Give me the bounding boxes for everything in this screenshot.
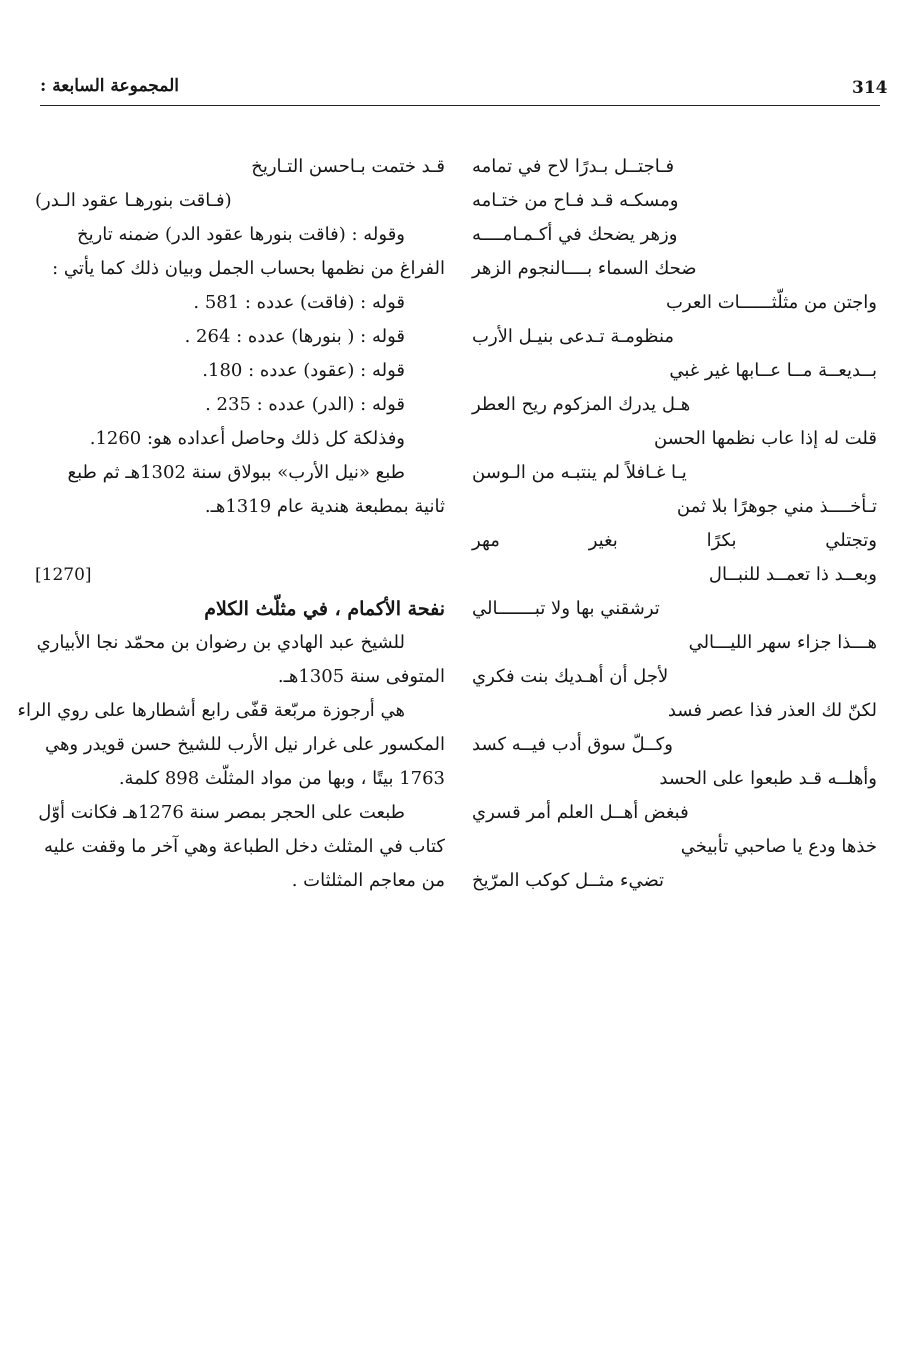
verse-line-spread [472,524,877,558]
verse-line: هـل يدرك المزكوم ريح العطر [472,394,691,415]
chronogram-line: قـد ختمت بـاحسن التـاريخ [251,156,445,177]
verse-line: بــديعــة مــا عــابها غير غبي [669,360,877,381]
verse-line: قلت له إذا عاب نظمها الحسن [654,428,877,449]
prose-column [17,150,445,898]
author-line: المتوفى سنة 1305هـ. [277,666,445,687]
verse-line: وأهلــه قـد طبعوا على الحسد [659,768,877,789]
verse-word: وتجتلي [825,530,877,551]
running-title: المجموعة السابعة : [40,76,179,96]
calc-line: قوله : (الدر) عدده : 235 . [205,394,405,415]
description-line: 1763 بيتًا ، وبها من مواد المثلّث 898 كلمة. [118,768,445,789]
verse-line: ترشقني بها ولا تبـــــــالي [472,598,660,619]
verse-line: يـا غـافلاً لم ينتبـه من الـوسن [472,462,687,483]
paragraph-line: وقوله : (فاقت بنورها عقود الدر) ضمنه تاريخ [76,224,405,245]
poem-column [472,150,877,898]
verse-line: وبعــد ذا تعمــد للنبــال [708,564,877,585]
verse-line: تـأخــــذ مني جوهرًا بلا ثمن [676,496,877,517]
description-line: هي أرجوزة مربّعة قفّى رابع أشطارها على روي الراء [17,700,405,721]
print-line: ثانية بمطبعة هندية عام 1319هـ. [204,496,445,517]
verse-line: فبغض أهــل العلم أمر قسري [472,802,689,823]
printing-line: كتاب في المثلث دخل الطباعة وهي آخر ما وقفت عليه [43,836,445,857]
page-header [40,70,888,110]
verse-line: لكنّ لك العذر فذا عصر فسد [667,700,877,721]
printing-line: من معاجم المثلثات . [291,870,445,891]
verse-line: خذها ودع يا صاحبي تأبيخي [680,836,877,857]
verse-word: بغير [588,530,618,551]
verse-line: منظومـة تـدعى بنيـل الأرب [472,326,675,347]
verse-word: مهر [472,530,500,551]
entry-number: [1270] [35,565,92,585]
verse-word: بكرًا [706,530,737,551]
verse-line: تضيء مثــل كوكب المرّيخ [472,870,665,891]
spacer [35,524,445,558]
calc-line: وفذلكة كل ذلك وحاصل أعداده هو: 1260. [89,428,405,449]
description-line: المكسور على غرار نيل الأرب للشيخ حسن قويدر وهي [44,734,445,755]
verse-line: لأجل أن أهـديك بنت فكري [472,666,669,687]
entry-title: نفحة الأكمام ، في مثلّث الكلام [204,598,445,620]
verse-line: وكــلّ سوق أدب فيــه كسد [472,734,673,755]
verse-line: ضحك السماء بــــالنجوم الزهر [472,258,697,279]
paragraph-line: الفراغ من نظمها بحساب الجمل وبيان ذلك كما يأتي : [52,258,445,279]
calc-line: قوله : (فاقت) عدده : 581 . [193,292,405,313]
verse-line: فـاجتــل بـدرًا لاح في تمامه [472,156,675,177]
calc-line: قوله : ( بنورها) عدده : 264 . [184,326,405,347]
author-line: للشيخ عبد الهادي بن رضوان بن محمّد نجا الأبياري [36,632,405,653]
verse-line: ومسكـه قـد فـاح من ختـامه [472,190,679,211]
verse-line: واجتن من مثلّثــــــات العرب [665,292,877,313]
page-number: 314 [852,78,888,98]
calc-line: قوله : (عقود) عدده : 180. [202,360,405,381]
print-line: طبع «نيل الأرب» ببولاق سنة 1302هـ ثم طبع [67,462,405,483]
printing-line: طبعت على الحجر بمصر سنة 1276هـ فكانت أوّل [38,802,405,823]
header-rule [40,105,880,106]
verse-line: هـــذا جزاء سهر الليـــالي [688,632,877,653]
chronogram-line: (فـاقت بنورهـا عقود الـدر) [35,190,232,211]
verse-line: وزهر يضحك في أكـمـامــــه [472,224,678,245]
